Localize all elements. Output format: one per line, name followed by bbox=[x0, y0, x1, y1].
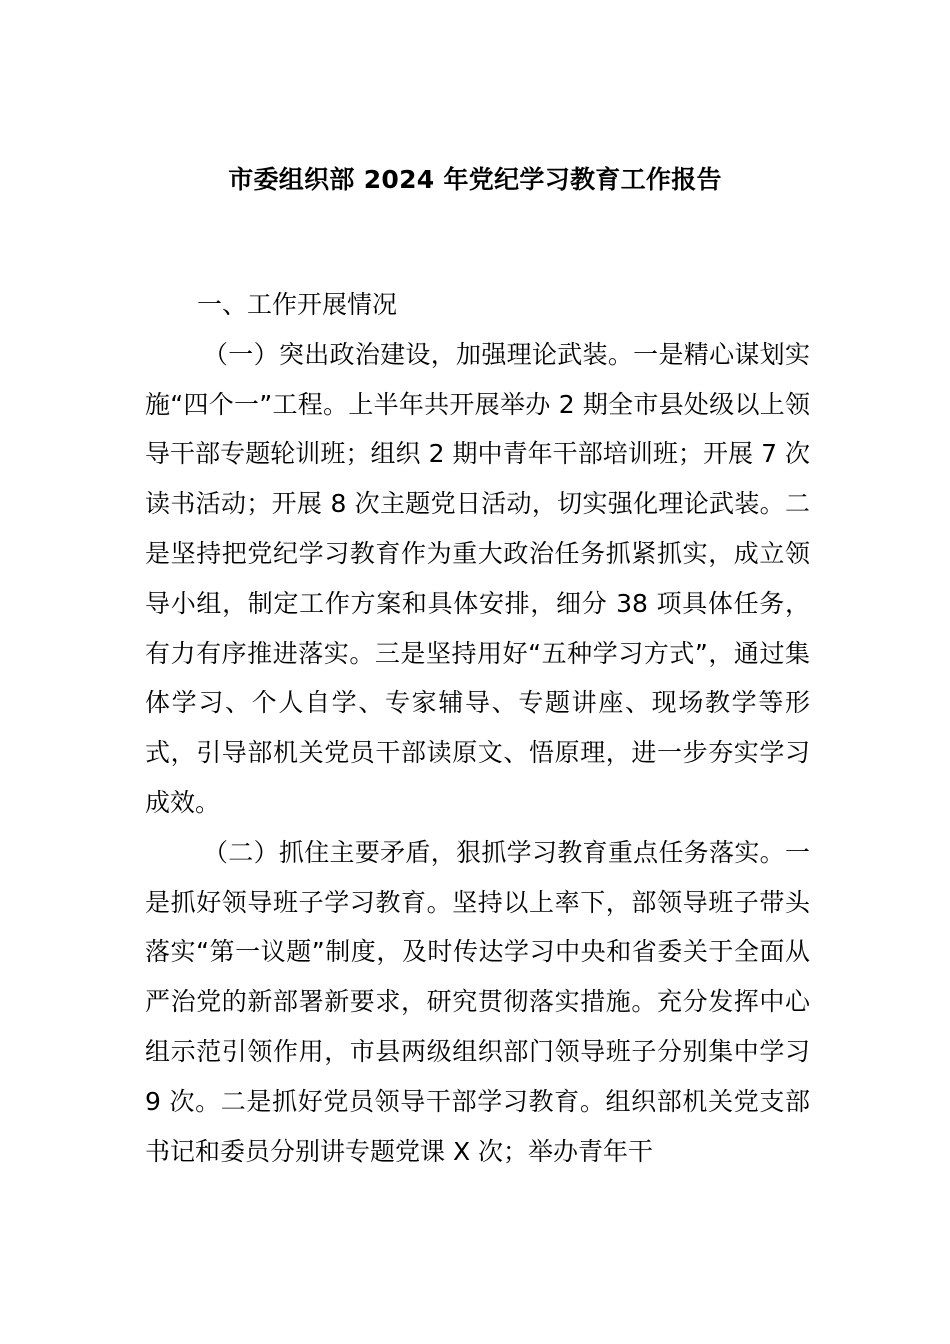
paragraph-1: （一）突出政治建设，加强理论武装。一是精心谋划实施“四个一”工程。上半年共开展举办 2 期全市县处级以上领导干部专题轮训班；组织 2 期中青年干部培训班；开展 7 次读书活动；开展 8 次主题党日活动，切实强化理论武装。二是坚持把党纪学习教育作为重大政治任务抓紧抓实，成立领导小组，制定工作方案和具体安排，细分 38 项具体任务，有力有序推进落实。三是坚持用好“五种学习方式”，通过集体学习、个人自学、专家辅导、专题讲座、现场教学等形式，引导部机关党员干部读原文、悟原理，进一步夯实学习成效。 bbox=[145, 339, 810, 817]
section-heading: 一、工作开展情况 bbox=[197, 290, 398, 319]
paragraph-2: （二）抓住主要矛盾，狠抓学习教育重点任务落实。一是抓好领导班子学习教育。坚持以上率下，部领导班子带头落实“第一议题”制度，及时传达学习中央和省委关于全面从严治党的新部署新要求，研究贯彻落实措施。充分发挥中心组示范引领作用，市县两级组织部门领导班子分别集中学习 9 次。二是抓好党员领导干部学习教育。组织部机关党支部书记和委员分别讲专题党课 X 次；举办青年干 bbox=[145, 837, 810, 1166]
document-title: 市委组织部 2024 年党纪学习教育工作报告 bbox=[228, 165, 722, 194]
document-body bbox=[145, 280, 810, 1176]
